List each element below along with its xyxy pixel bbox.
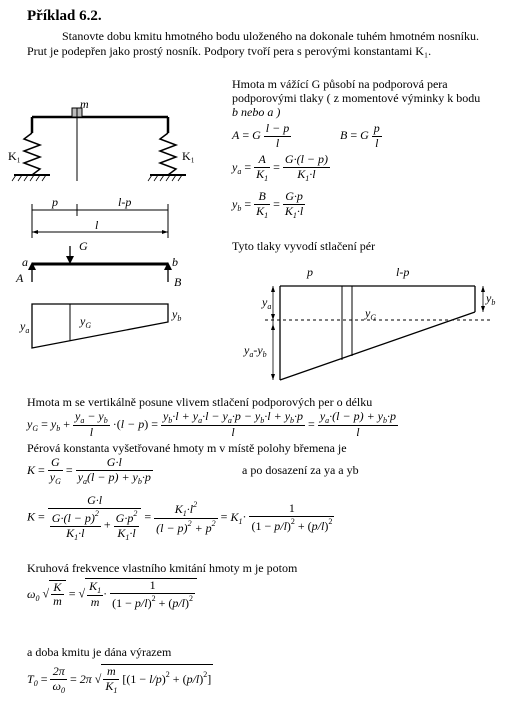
formula-yG: $y_G = y_b$ + $\frac{y_a - y_b}{l}$ ·(l − p) = $\frac{y_b\cdot l + y_a\cdot l - y_a\cdot p - y_b\cdot l + y_b\cdot p}{l}$ = $\frac{y_a\cdot(l - p) + y_b\cdot p}{l}$ bbox=[27, 409, 396, 440]
formula-T: $T_0$ = $\frac{2\pi}{\omega_0}$ = 2π √ $\frac{m}{K_1}$ $[(1 - l/p)^2 + (p/l)^2]$ bbox=[27, 664, 212, 695]
label-yG-right: $y_G$ bbox=[365, 306, 377, 322]
intro-line-2: Prut je podepřen jako prostý nosník. Podpory tvoří pera s perovými konstantami K₁. bbox=[27, 44, 432, 58]
label-l-minus-p-left: l-p bbox=[118, 195, 132, 209]
label-m: m bbox=[80, 97, 89, 111]
pressure-text: Tyto tlaky vyvodí stlačení pér bbox=[232, 239, 376, 253]
label-yb-right: $y_b$ bbox=[486, 291, 496, 307]
formula-K: K = $\frac{G}{y_G}$ = $\frac{G\cdot l}{y_a(l - p) + y_b\cdot p}$ bbox=[27, 455, 151, 486]
label-K1-left: K₁ bbox=[8, 149, 21, 163]
formula-B: B = G $\frac{p}{l}$ bbox=[340, 121, 380, 150]
label-G: G bbox=[79, 239, 88, 253]
label-yb-left: $y_b$ bbox=[172, 307, 182, 323]
label-ya-right: $y_a$ bbox=[262, 295, 272, 311]
label-l-minus-p-right: l-p bbox=[396, 265, 410, 279]
mass-text-2: podporovými tlaky ( z momentové výminky k bodu bbox=[232, 91, 481, 105]
formula-ya: $y_a$ = $\frac{A}{K_1}$ = $\frac{G\cdot(l - p)}{K_1\cdot l}$ bbox=[232, 152, 328, 183]
formula-A: A = G $\frac{l - p}{l}$ bbox=[232, 121, 290, 150]
intro-line-1: Stanovte dobu kmitu hmotného bodu uloženého na dokonale tuhém hmotném nosníku. bbox=[62, 29, 479, 43]
label-B: B bbox=[174, 275, 182, 289]
period-text: a doba kmitu je dána výrazem bbox=[27, 645, 172, 659]
spring-text: Pérová konstanta vyšetřované hmoty m v místě polohy břemena je bbox=[27, 441, 347, 455]
label-yG-left: $y_G$ bbox=[80, 314, 92, 330]
label-ya-left: $y_a$ bbox=[20, 319, 30, 335]
label-K1-right: K₁ bbox=[182, 149, 195, 163]
label-b: b bbox=[172, 255, 178, 269]
label-l-left: l bbox=[95, 218, 99, 232]
label-a: a bbox=[22, 255, 28, 269]
formula-K-full: K = G·l $\frac{G\cdot(l - p)^2}{K_1\cdot l}$ + $\frac{G\cdot p^2}{K_1\cdot l}$ = $\frac{K_1\cdot l^2}{(l - p)^2 + p^2}$ = $K_1\cdot$ $\frac{1}{(1 - p/l)^2 + (p/l)^2}$ bbox=[27, 493, 333, 542]
label-p-right: p bbox=[307, 265, 313, 279]
formula-omega: $\omega_0$ √ $\frac{K}{m}$ = √ $\frac{K_1}{m}$ · $\frac{1}{(1 - p/l)^2 + (p/l)^2}$ bbox=[27, 578, 197, 611]
page-title: Příklad 6.2. bbox=[27, 8, 102, 24]
label-ya-yb: $y_a-y_b$ bbox=[244, 343, 267, 359]
label-A: A bbox=[16, 271, 24, 285]
mass-text-1: Hmota m vážící G působí na podporová pera bbox=[232, 77, 448, 91]
deflection-diagram-left bbox=[0, 296, 215, 356]
formula-yb: $y_b$ = $\frac{B}{K_1}$ = $\frac{G\cdot p}{K_1\cdot l}$ bbox=[232, 189, 304, 220]
substitution-text: a po dosazení za ya a yb bbox=[242, 463, 359, 477]
frequency-text: Kruhová frekvence vlastního kmitání hmoty m je potom bbox=[27, 561, 298, 575]
mass-text-3: b nebo a ) bbox=[232, 105, 281, 119]
reaction-diagram bbox=[0, 240, 215, 290]
label-p-left: p bbox=[52, 195, 58, 209]
dimension-diagram bbox=[0, 195, 215, 243]
displacement-text: Hmota m se vertikálně posune vlivem stlačení podporových per o délku bbox=[27, 395, 373, 409]
deflection-diagram-right bbox=[235, 265, 525, 388]
